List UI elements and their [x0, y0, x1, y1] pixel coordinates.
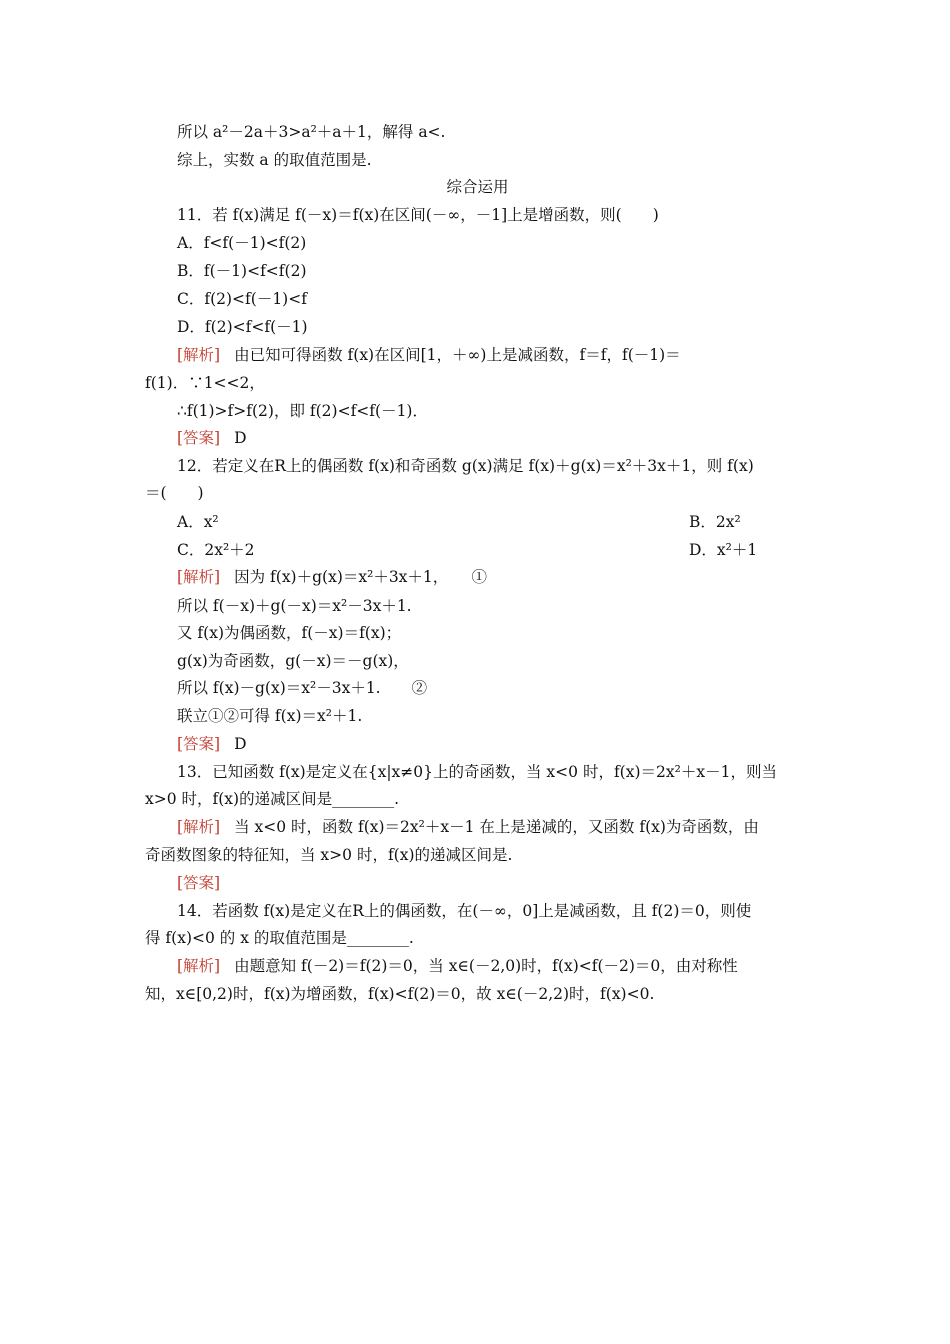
- analysis-text: 因为 f(x)＋g(x)＝x²＋3x＋1， ①: [234, 568, 488, 586]
- text-line: ∴f(1)>f>f(2)，即 f(2)<f<f(－1)．: [177, 402, 428, 420]
- text-line: 又 f(x)为偶函数，f(－x)＝f(x)；: [177, 624, 402, 642]
- text-line: 综上，实数 a 的取值范围是.: [177, 151, 372, 169]
- analysis-line: [177, 952, 810, 980]
- text-line: 所以 f(－x)＋g(－x)＝x²－3x＋1.: [177, 597, 412, 615]
- analysis-line: [177, 813, 810, 841]
- answer-tag: [答案]: [177, 429, 221, 447]
- text-line: ＝( ): [145, 484, 204, 502]
- text-line: g(x)为奇函数，g(－x)＝－g(x)，: [177, 652, 409, 670]
- text-line: 联立①②可得 f(x)＝x²＋1.: [177, 707, 363, 725]
- section-title: 综合运用: [446, 178, 509, 196]
- option-c: C．2x²＋2: [177, 541, 255, 559]
- text-line: 得 f(x)<0 的 x 的取值范围是________.: [145, 929, 414, 947]
- analysis-text: 由题意知 f(－2)＝f(2)＝0，当 x∈(－2,0)时，f(x)<f(－2)＝0，由对称性: [234, 957, 738, 975]
- option-c: C．f(2)<f(－1)<f: [177, 290, 307, 308]
- answer-tag: [答案]: [177, 735, 221, 753]
- analysis-line: [177, 563, 810, 591]
- option-b: B．2x²: [689, 513, 741, 531]
- answer-line: [177, 730, 810, 758]
- answer-line: [177, 869, 810, 897]
- question-11: 11．若 f(x)满足 f(－x)＝f(x)在区间(－∞，－1]上是增函数，则( ): [177, 206, 659, 224]
- text-line: x>0 时，f(x)的递减区间是________.: [145, 790, 400, 808]
- answer-value: D: [234, 429, 247, 447]
- analysis-text: 由已知可得函数 f(x)在区间[1，＋∞)上是减函数，f＝f，f(－1)＝: [234, 346, 681, 364]
- answer-value: D: [234, 735, 247, 753]
- question-12: 12．若定义在R上的偶函数 f(x)和奇函数 g(x)满足 f(x)＋g(x)＝x²＋3x＋1，则 f(x): [177, 457, 754, 475]
- options-row: [177, 508, 810, 536]
- option-a: A．x²: [177, 513, 219, 531]
- option-d: D．x²＋1: [689, 541, 758, 559]
- text-line: f(1)．∵1<<2，: [145, 374, 265, 392]
- analysis-tag: [解析]: [177, 957, 221, 975]
- answer-tag: [答案]: [177, 874, 221, 892]
- analysis-line: [177, 341, 810, 369]
- option-d: D．f(2)<f<f(－1): [177, 318, 308, 336]
- analysis-tag: [解析]: [177, 818, 221, 836]
- text-line: 所以 a²－2a＋3>a²＋a＋1，解得 a<.: [177, 123, 446, 141]
- analysis-text: 当 x<0 时，函数 f(x)＝2x²＋x－1 在上是递减的，又函数 f(x)为奇函数，由: [234, 818, 759, 836]
- question-13: 13．已知函数 f(x)是定义在{x|x≠0}上的奇函数，当 x<0 时，f(x)＝2x²＋x－1，则当: [177, 763, 777, 781]
- analysis-tag: [解析]: [177, 346, 221, 364]
- text-line: 奇函数图象的特征知，当 x>0 时，f(x)的递减区间是.: [145, 846, 513, 864]
- option-a: A．f<f(－1)<f(2): [177, 234, 307, 252]
- question-14: 14．若函数 f(x)是定义在R上的偶函数，在(－∞，0]上是减函数，且 f(2)＝0，则使: [177, 902, 752, 920]
- analysis-tag: [解析]: [177, 568, 221, 586]
- options-row: [177, 536, 810, 564]
- answer-line: [177, 424, 810, 452]
- text-line: 知，x∈[0,2)时，f(x)为增函数，f(x)<f(2)＝0，故 x∈(－2,2)时，f(x)<0.: [145, 985, 655, 1003]
- text-line: 所以 f(x)－g(x)＝x²－3x＋1. ②: [177, 679, 428, 697]
- option-b: B．f(－1)<f<f(2): [177, 262, 307, 280]
